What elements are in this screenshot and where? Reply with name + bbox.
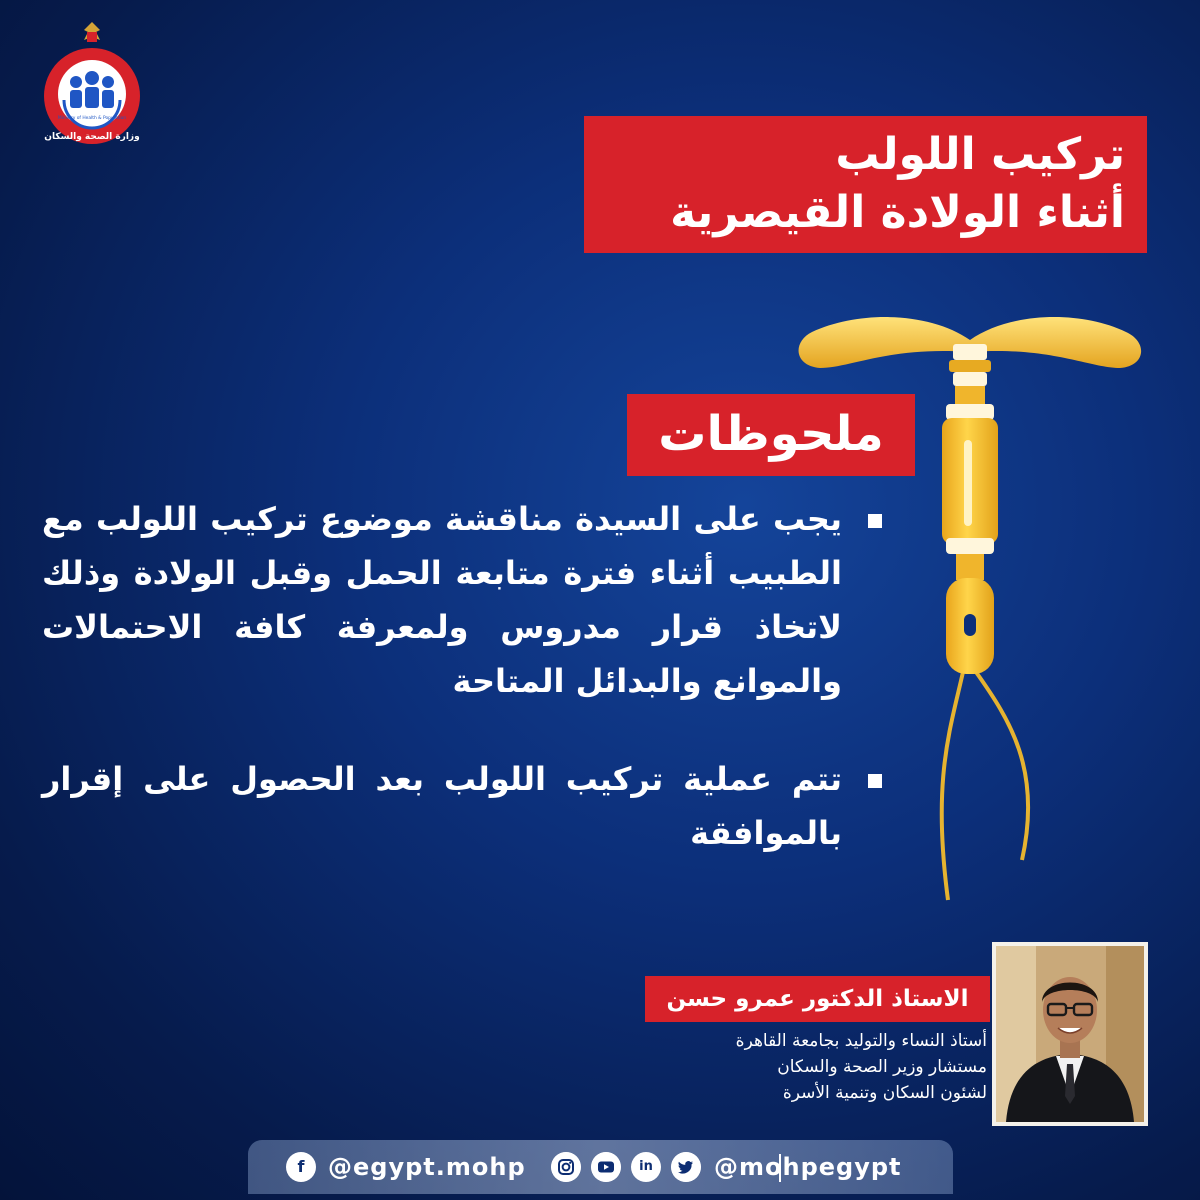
social-bar: [248, 1140, 953, 1194]
notes-heading: ملحوظات: [627, 394, 915, 476]
logo-arc-text: وزارة الصحة والسكان: [44, 132, 140, 142]
doctor-photo: [992, 942, 1148, 1126]
bullet-square-icon: [868, 514, 882, 528]
facebook-handle[interactable]: @egypt.mohp: [328, 1153, 526, 1181]
title-line-1: تركيب اللولب: [835, 129, 1125, 180]
bullet-text: يجب على السيدة مناقشة موضوع تركيب اللولب مع الطبيب أثناء فترة متابعة الحمل وقبل الولادة وذلك لاتخاذ قرار مدروس ولمعرفة كافة الاحتمالات والموانع والبدائل المتاحة: [42, 500, 842, 700]
linkedin-icon[interactable]: in: [631, 1152, 661, 1182]
facebook-icon[interactable]: f: [286, 1152, 316, 1182]
eagle-emblem-icon: [84, 22, 100, 42]
title-line-2: أثناء الولادة القيصرية: [670, 187, 1125, 238]
twitter-icon[interactable]: [671, 1152, 701, 1182]
bullet-square-icon: [868, 774, 882, 788]
instagram-icon[interactable]: [551, 1152, 581, 1182]
doctor-title-line: أستاذ النساء والتوليد بجامعة القاهرة: [735, 1031, 987, 1051]
twitter-handle[interactable]: @mohpegypt: [714, 1153, 902, 1181]
title-box: [584, 116, 1147, 253]
list-item: [42, 752, 882, 860]
youtube-icon[interactable]: [591, 1152, 621, 1182]
doctor-title-line: لشئون السكان وتنمية الأسرة: [782, 1083, 987, 1103]
doctor-name: الاستاذ الدكتور عمرو حسن: [645, 976, 990, 1022]
ministry-logo: [38, 18, 146, 146]
bullet-text: تتم عملية تركيب اللولب بعد الحصول على إقرار بالموافقة: [42, 760, 842, 852]
notes-list: [42, 492, 882, 860]
doctor-titles: [627, 1028, 987, 1106]
list-item: [42, 492, 882, 708]
logo-inner-text: Ministry of Health & Population: [57, 116, 127, 121]
doctor-portrait-icon: [996, 946, 1144, 1122]
doctor-title-line: مستشار وزير الصحة والسكان: [777, 1057, 987, 1077]
